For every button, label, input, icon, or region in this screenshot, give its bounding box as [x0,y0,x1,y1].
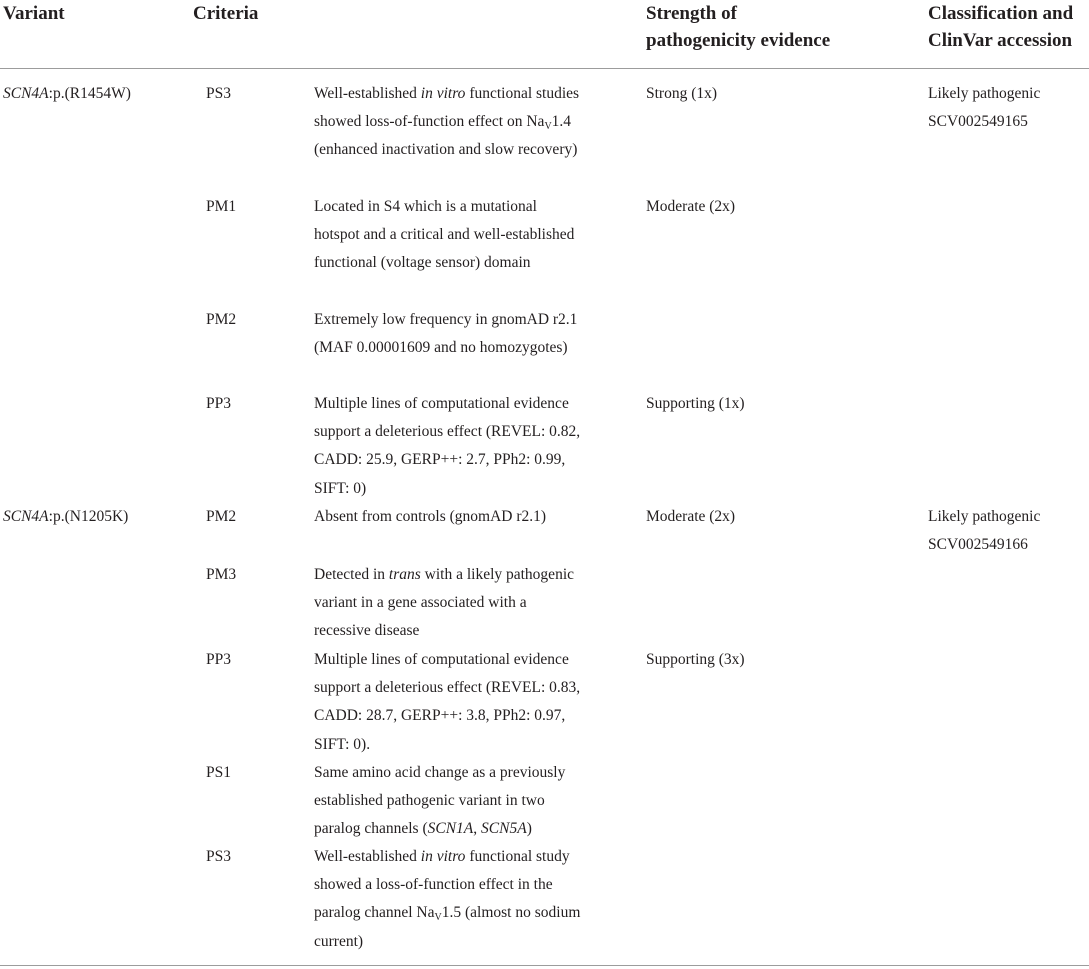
desc-italic: in vitro [420,85,466,102]
criteria-description: Multiple lines of computational evidence support a deleterious effect (REVEL: 0.83, CADD: 28.7, GERP++: 3.8, PPh2: 0.97, SIFT: 0). [314,651,581,753]
criteria-code: PM1 [206,198,237,215]
clinvar-accession: SCV002549166 [928,536,1028,554]
criteria-description [314,843,582,956]
variant-protein: :p.(R1454W) [48,85,131,102]
variant-protein: :p.(N1205K) [48,508,129,525]
evidence-strength: Moderate (2x) [646,508,736,525]
desc-subscript: V [434,912,442,924]
desc-italic: SCN5A [481,820,527,838]
header-strength [646,0,830,54]
classification-label: Likely pathogenic [928,85,1041,102]
criteria-description: Located in S4 which is a mutational hotspot and a critical and well-established functional (voltage sensor) domain [314,198,575,272]
desc-subscript: V [544,121,552,133]
desc-text: functional study showed a loss-of-function effect in the paralog channel Na [314,848,570,922]
evidence-strength: Moderate (2x) [646,198,736,215]
desc-text: Detected in [314,566,389,583]
header-criteria: Criteria [193,3,259,24]
desc-text: , [473,820,482,838]
variant-name [3,503,128,531]
variant-name [3,80,131,108]
criteria-code: PP3 [206,395,231,412]
desc-text: Well-established [314,85,421,102]
desc-text: Same amino acid change as a previously established pathogenic variant in two paralog channels ( [314,764,566,838]
clinvar-accession: SCV002549165 [928,113,1028,131]
desc-text: functional studies showed loss-of-function effect on Na [314,85,580,131]
criteria-code: PS3 [206,85,231,102]
header-class-line1: Classification and [928,3,1074,24]
desc-text: 1.4 (enhanced inactivation and slow recovery) [314,113,578,159]
desc-text: Well-established [314,848,421,865]
header-classification [928,0,1073,54]
header-variant: Variant [3,3,65,24]
criteria-description [314,759,582,844]
header-strength-line2: pathogenicity evidence [646,30,831,51]
desc-italic: SCN1A [427,820,474,838]
classification [928,80,1040,136]
variant-gene: SCN4A [3,508,49,525]
criteria-code: PM3 [206,566,237,583]
criteria-code: PS1 [206,764,231,781]
criteria-description: Absent from controls (gnomAD r2.1) [314,508,547,525]
criteria-description: Extremely low frequency in gnomAD r2.1 (MAF 0.00001609 and no homozygotes) [314,311,578,357]
criteria-code: PM2 [206,508,237,525]
classification [928,503,1040,559]
desc-text: with a likely pathogenic variant in a gene associated with a recessive disease [314,566,575,640]
header-strength-line1: Strength of [646,3,737,24]
desc-text: ) [526,820,532,838]
evidence-strength: Supporting (1x) [646,395,745,412]
criteria-description: Multiple lines of computational evidence support a deleterious effect (REVEL: 0.82, CADD: 25.9, GERP++: 2.7, PPh2: 0.99, SIFT: 0) [314,395,581,497]
criteria-code: PS3 [206,848,231,865]
criteria-code: PP3 [206,651,231,668]
criteria-description [314,561,582,646]
evidence-strength: Strong (1x) [646,85,718,102]
desc-italic: in vitro [420,848,466,865]
desc-text: 1.5 (almost no sodium current) [314,904,581,950]
desc-italic: trans [388,566,421,583]
criteria-code: PM2 [206,311,237,328]
evidence-strength: Supporting (3x) [646,651,745,668]
table-bottom-rule [0,965,1089,966]
variant-gene: SCN4A [3,85,49,102]
header-class-line2: ClinVar accession [928,30,1073,51]
criteria-description [314,80,582,165]
header-rule [0,68,1089,69]
classification-label: Likely pathogenic [928,508,1041,525]
